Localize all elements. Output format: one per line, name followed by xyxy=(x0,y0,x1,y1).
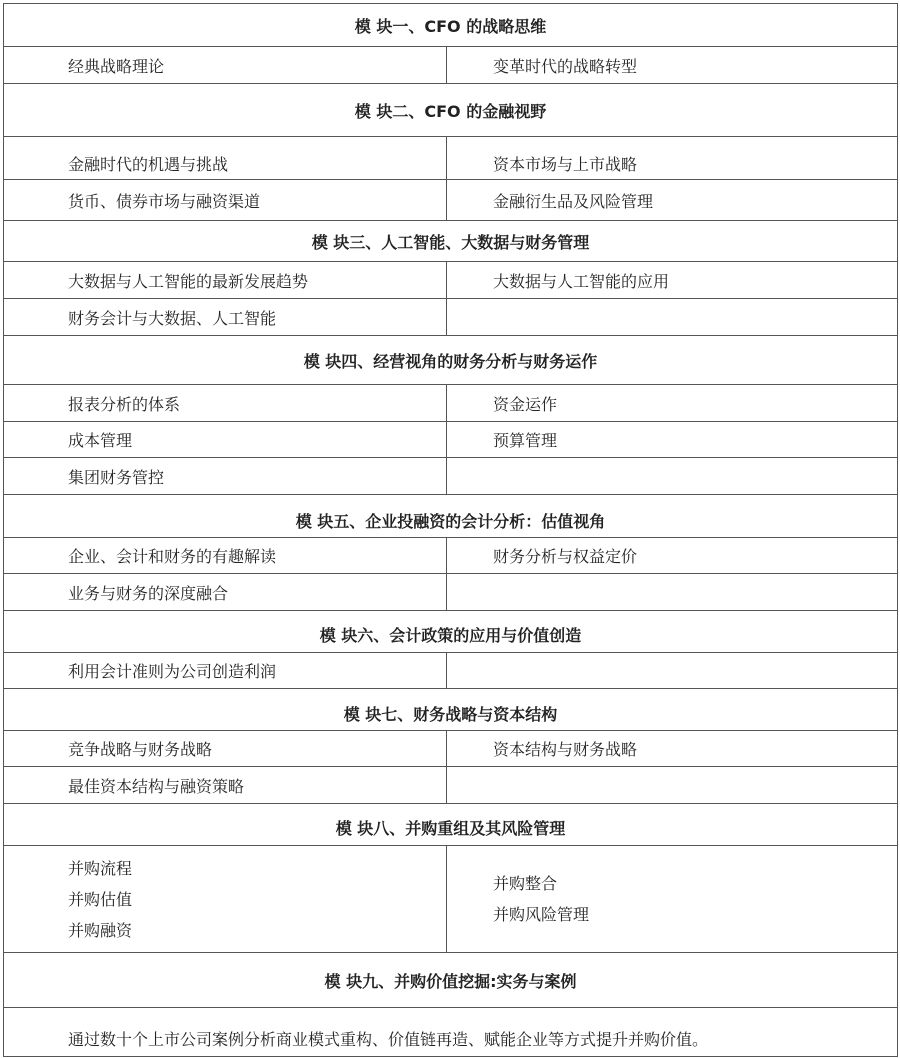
module-1-item: 经典战略理论 xyxy=(4,47,447,84)
module-4-item: 资金运作 xyxy=(447,385,898,422)
module-7-item: 竞争战略与财务战略 xyxy=(4,731,447,767)
module-4-item: 成本管理 xyxy=(4,422,447,458)
module-2-item: 金融时代的机遇与挑战 xyxy=(4,137,447,180)
module-3-item: 财务会计与大数据、人工智能 xyxy=(4,299,447,336)
module-7-item xyxy=(447,767,898,804)
module-5-item xyxy=(447,574,898,611)
module-6-title: 模 块六、会计政策的应用与价值创造 xyxy=(4,611,898,653)
module-2-item: 资本市场与上市战略 xyxy=(447,137,898,180)
module-4-item: 集团财务管控 xyxy=(4,458,447,495)
module-3-title: 模 块三、人工智能、大数据与财务管理 xyxy=(4,221,898,262)
module-6-item xyxy=(447,653,898,689)
module-3-item: 大数据与人工智能的最新发展趋势 xyxy=(4,262,447,299)
module-9-title: 模 块九、并购价值挖掘:实务与案例 xyxy=(4,953,898,1008)
module-8-right-list xyxy=(447,846,898,953)
module-8-title: 模 块八、并购重组及其风险管理 xyxy=(4,804,898,846)
module-7-item: 最佳资本结构与融资策略 xyxy=(4,767,447,804)
module-6-item: 利用会计准则为公司创造利润 xyxy=(4,653,447,689)
module-4-title: 模 块四、经营视角的财务分析与财务运作 xyxy=(4,336,898,385)
module-8-item: 并购风险管理 xyxy=(493,905,590,924)
module-9-description: 通过数十个上市公司案例分析商业模式重构、价值链再造、赋能企业等方式提升并购价值。 xyxy=(4,1008,898,1057)
module-1-item: 变革时代的战略转型 xyxy=(447,47,898,84)
module-8-item: 并购流程 xyxy=(68,858,133,878)
module-1-title: 模 块一、CFO 的战略思维 xyxy=(4,4,898,47)
module-5-title: 模 块五、企业投融资的会计分析：估值视角 xyxy=(4,495,898,538)
module-5-item: 财务分析与权益定价 xyxy=(447,538,898,574)
module-7-title: 模 块七、财务战略与资本结构 xyxy=(4,689,898,731)
module-4-item: 报表分析的体系 xyxy=(4,385,447,422)
module-3-item: 大数据与人工智能的应用 xyxy=(447,262,898,299)
module-8-item: 并购融资 xyxy=(68,920,133,940)
module-2-item: 货币、债券市场与融资渠道 xyxy=(4,180,447,221)
module-5-item: 业务与财务的深度融合 xyxy=(4,574,447,611)
module-4-item: 预算管理 xyxy=(447,422,898,458)
module-8-item: 并购估值 xyxy=(68,889,133,909)
module-2-title: 模 块二、CFO 的金融视野 xyxy=(4,84,898,137)
module-8-left-list xyxy=(4,846,447,953)
module-3-item xyxy=(447,299,898,336)
module-7-item: 资本结构与财务战略 xyxy=(447,731,898,767)
curriculum-table xyxy=(3,3,898,1057)
module-8-item: 并购整合 xyxy=(493,874,558,893)
module-2-item: 金融衍生品及风险管理 xyxy=(447,180,898,221)
module-5-item: 企业、会计和财务的有趣解读 xyxy=(4,538,447,574)
module-4-item xyxy=(447,458,898,495)
